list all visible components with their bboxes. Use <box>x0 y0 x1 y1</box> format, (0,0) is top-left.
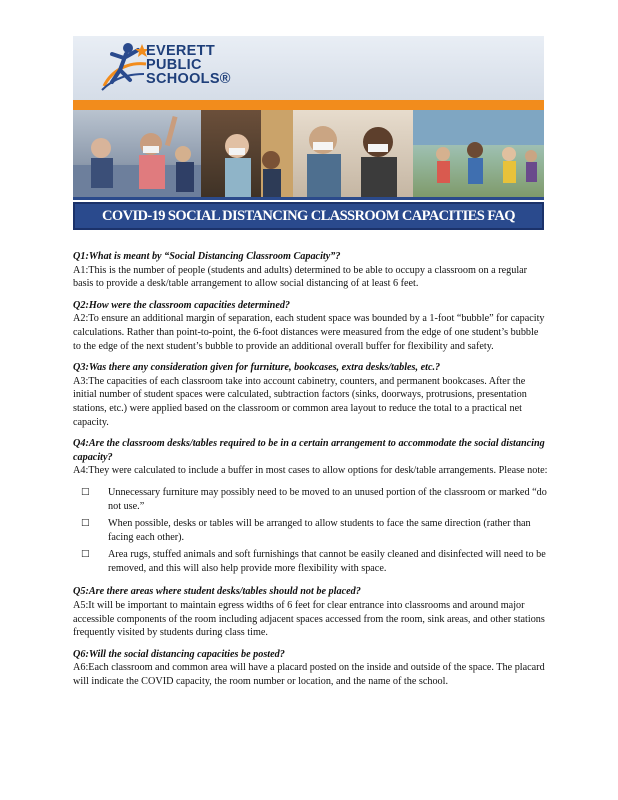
photo-classroom <box>73 110 201 197</box>
student-photo-collage <box>73 110 544 197</box>
page-title: COVID-19 SOCIAL DISTANCING CLASSROOM CAPACITIES FAQ <box>102 207 515 224</box>
orange-accent-bar <box>73 100 544 110</box>
checkbox-bullet-icon: □ <box>81 518 90 529</box>
answer-1: A1:This is the number of people (students and adults) determined to be able to occupy a classroom on a regular basis to provide a desk/table arrangement to allow social distancing of at least 6 feet. <box>73 264 528 290</box>
checkbox-bullet-icon: □ <box>81 486 90 497</box>
logo-line-3: SCHOOLS® <box>146 71 231 87</box>
note-text: When possible, desks or tables will be arranged to allow students to face the same direction (rather than facing each other). <box>108 518 531 543</box>
faq-item-2 <box>73 299 548 353</box>
title-banner <box>73 202 544 230</box>
faq-item-4 <box>73 437 548 575</box>
faq-item-3 <box>73 361 548 429</box>
faq-item-1 <box>73 250 548 291</box>
notes-list <box>73 486 548 576</box>
question-6: Q6:Will the social distancing capacities be posted? <box>73 648 285 660</box>
list-item <box>81 486 548 513</box>
note-text: Unnecessary furniture may possibly need to be moved to an unused portion of the classroom or marked “do not use.” <box>108 486 547 512</box>
question-5: Q5:Are there areas where student desks/tables should not be placed? <box>73 586 361 598</box>
note-text: Area rugs, stuffed animals and soft furnishings that cannot be easily cleaned and disinfected will need to be removed, and this will also help provide more flexibility with space. <box>108 549 546 574</box>
question-2: Q2:How were the classroom capacities determined? <box>73 299 291 311</box>
answer-2: A2:To ensure an additional margin of separation, each student space was bounded by a 1-foot “bubble” for capacity calculations. Rather than point-to-point, the 6-foot distances were measured from the edge of one student’s bubble to the edge of the next student’s bubble to provide an additional overall buffer for flexibility and safety. <box>73 313 545 352</box>
question-3: Q3:Was there any consideration given for furniture, bookcases, extra desks/tables, etc.? <box>73 362 441 374</box>
logo-line-2: PUBLIC <box>146 57 202 73</box>
faq-item-5 <box>73 585 548 639</box>
faq-content <box>73 250 548 697</box>
photo-hallway <box>201 110 293 197</box>
faq-item-6 <box>73 648 548 689</box>
header-divider <box>73 197 544 200</box>
photo-students-running <box>413 110 544 197</box>
answer-4: A4:They were calculated to include a buffer in most cases to allow options for desk/table arrangements. Please note: <box>73 465 548 477</box>
answer-6: A6:Each classroom and common area will have a placard posted on the inside and outside of the space. The placard will indicate the COVID capacity, the room number or location, and the name of the school. <box>73 662 545 688</box>
list-item <box>81 517 548 544</box>
photo-students-masks <box>293 110 413 197</box>
question-1: Q1:What is meant by “Social Distancing Classroom Capacity”? <box>73 251 341 262</box>
checkbox-bullet-icon: □ <box>81 549 90 560</box>
question-4: Q4:Are the classroom desks/tables required to be in a certain arrangement to accommodate the social distancing capacity? <box>73 438 545 463</box>
logo-line-1: EVERETT <box>146 43 215 59</box>
leaping-figure-icon <box>98 40 150 96</box>
answer-5: A5:It will be important to maintain egress widths of 6 feet for clear entrance into classrooms and around major accessible components of the room including adjacent spaces accessed from the room, sink areas, and other stations frequently visited by students during class time. <box>73 600 545 639</box>
logo-wordmark <box>146 44 231 86</box>
list-item <box>81 548 548 575</box>
answer-3: A3:The capacities of each classroom take into account cabinetry, counters, and permanent bookcases. After the initial number of student spaces were calculated, subtraction factors (sinks, doorways, protrusions, presentation stations, etc.) were applied based on the classroom or common area layout to reduce the total to a practical net capacity. <box>73 375 527 428</box>
everett-public-schools-logo <box>98 40 258 96</box>
